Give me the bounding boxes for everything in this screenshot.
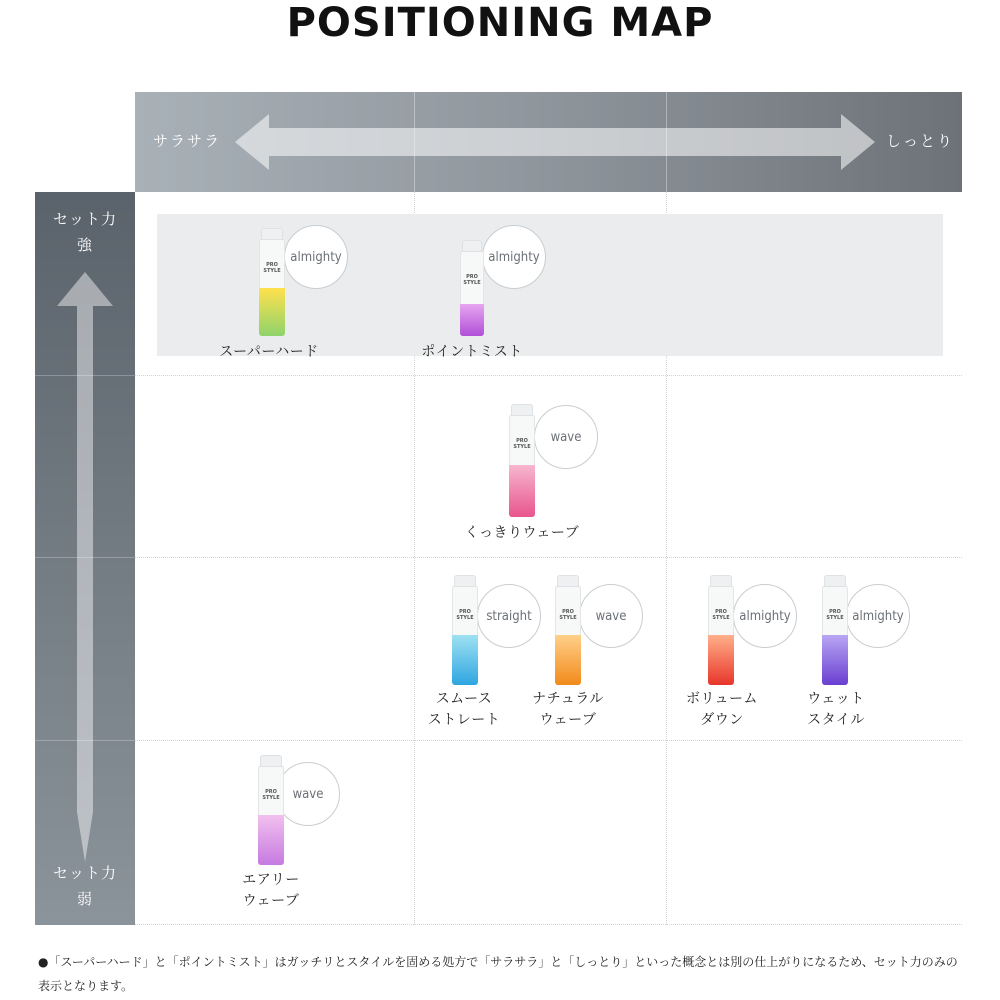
x-axis-right-label: しっとり [885,132,954,150]
type-badge: straight [477,584,541,648]
spray-can-icon [452,585,478,685]
x-axis-left-label: サラサラ [153,132,222,150]
spray-can-icon [509,414,535,517]
grid-line [135,557,962,558]
brand-logo: PRO STYLE [559,609,577,621]
product-label: スムース ストレート [427,691,501,728]
can-gradient [555,635,581,685]
grid-line [135,740,962,741]
product-label: ナチュラル ウェーブ [532,691,604,728]
can-gradient [460,304,484,336]
product-label: ボリューム ダウン [685,691,759,728]
product-label: スーパーハード [219,344,319,360]
brand-logo: PRO STYLE [262,789,280,801]
type-badge: wave [534,405,598,469]
can-gradient [452,635,478,685]
vertical-double-arrow-icon [57,272,113,862]
product-label: くっきりウェーブ [464,525,580,541]
brand-logo: PRO STYLE [456,609,474,621]
brand-logo: PRO STYLE [826,609,844,621]
type-badge: almighty [733,584,797,648]
brand-logo: PRO STYLE [513,438,531,450]
grid-line [135,924,962,925]
can-gradient [259,288,285,336]
spray-can-icon [708,585,734,685]
brand-logo: PRO STYLE [263,262,281,274]
footnote: ●「スーパーハード」と「ポイントミスト」はガッチリとスタイルを固める処方で「サラサラ」と「しっとり」といった概念とは別の仕上がりになるため、セット力のみの表示となります。 [38,955,958,993]
y-axis-bottom-label: セット力 弱 [52,864,117,908]
can-gradient [708,635,734,685]
can-gradient [258,815,284,865]
spray-can-icon [555,585,581,685]
product-label: ウェット スタイル [807,691,865,728]
spray-can-icon [259,238,285,336]
x-axis-bar [135,92,962,192]
spray-can-icon [460,250,484,336]
y-axis-top-label: セット力 強 [52,210,117,254]
product-label: ポイントミスト [421,344,523,360]
grid-line [135,375,962,376]
brand-logo: PRO STYLE [712,609,730,621]
type-badge: almighty [482,225,546,289]
type-badge: wave [579,584,643,648]
brand-logo: PRO STYLE [463,274,481,286]
type-badge: almighty [846,584,910,648]
can-gradient [822,635,848,685]
type-badge: wave [276,762,340,826]
page-title: POSITIONING MAP [286,0,714,46]
spray-can-icon [822,585,848,685]
type-badge: almighty [284,225,348,289]
product-label: エアリー ウェーブ [242,872,300,909]
can-gradient [509,465,535,517]
horizontal-double-arrow-icon [235,114,875,170]
y-axis-bar [35,192,135,925]
spray-can-icon [258,765,284,865]
